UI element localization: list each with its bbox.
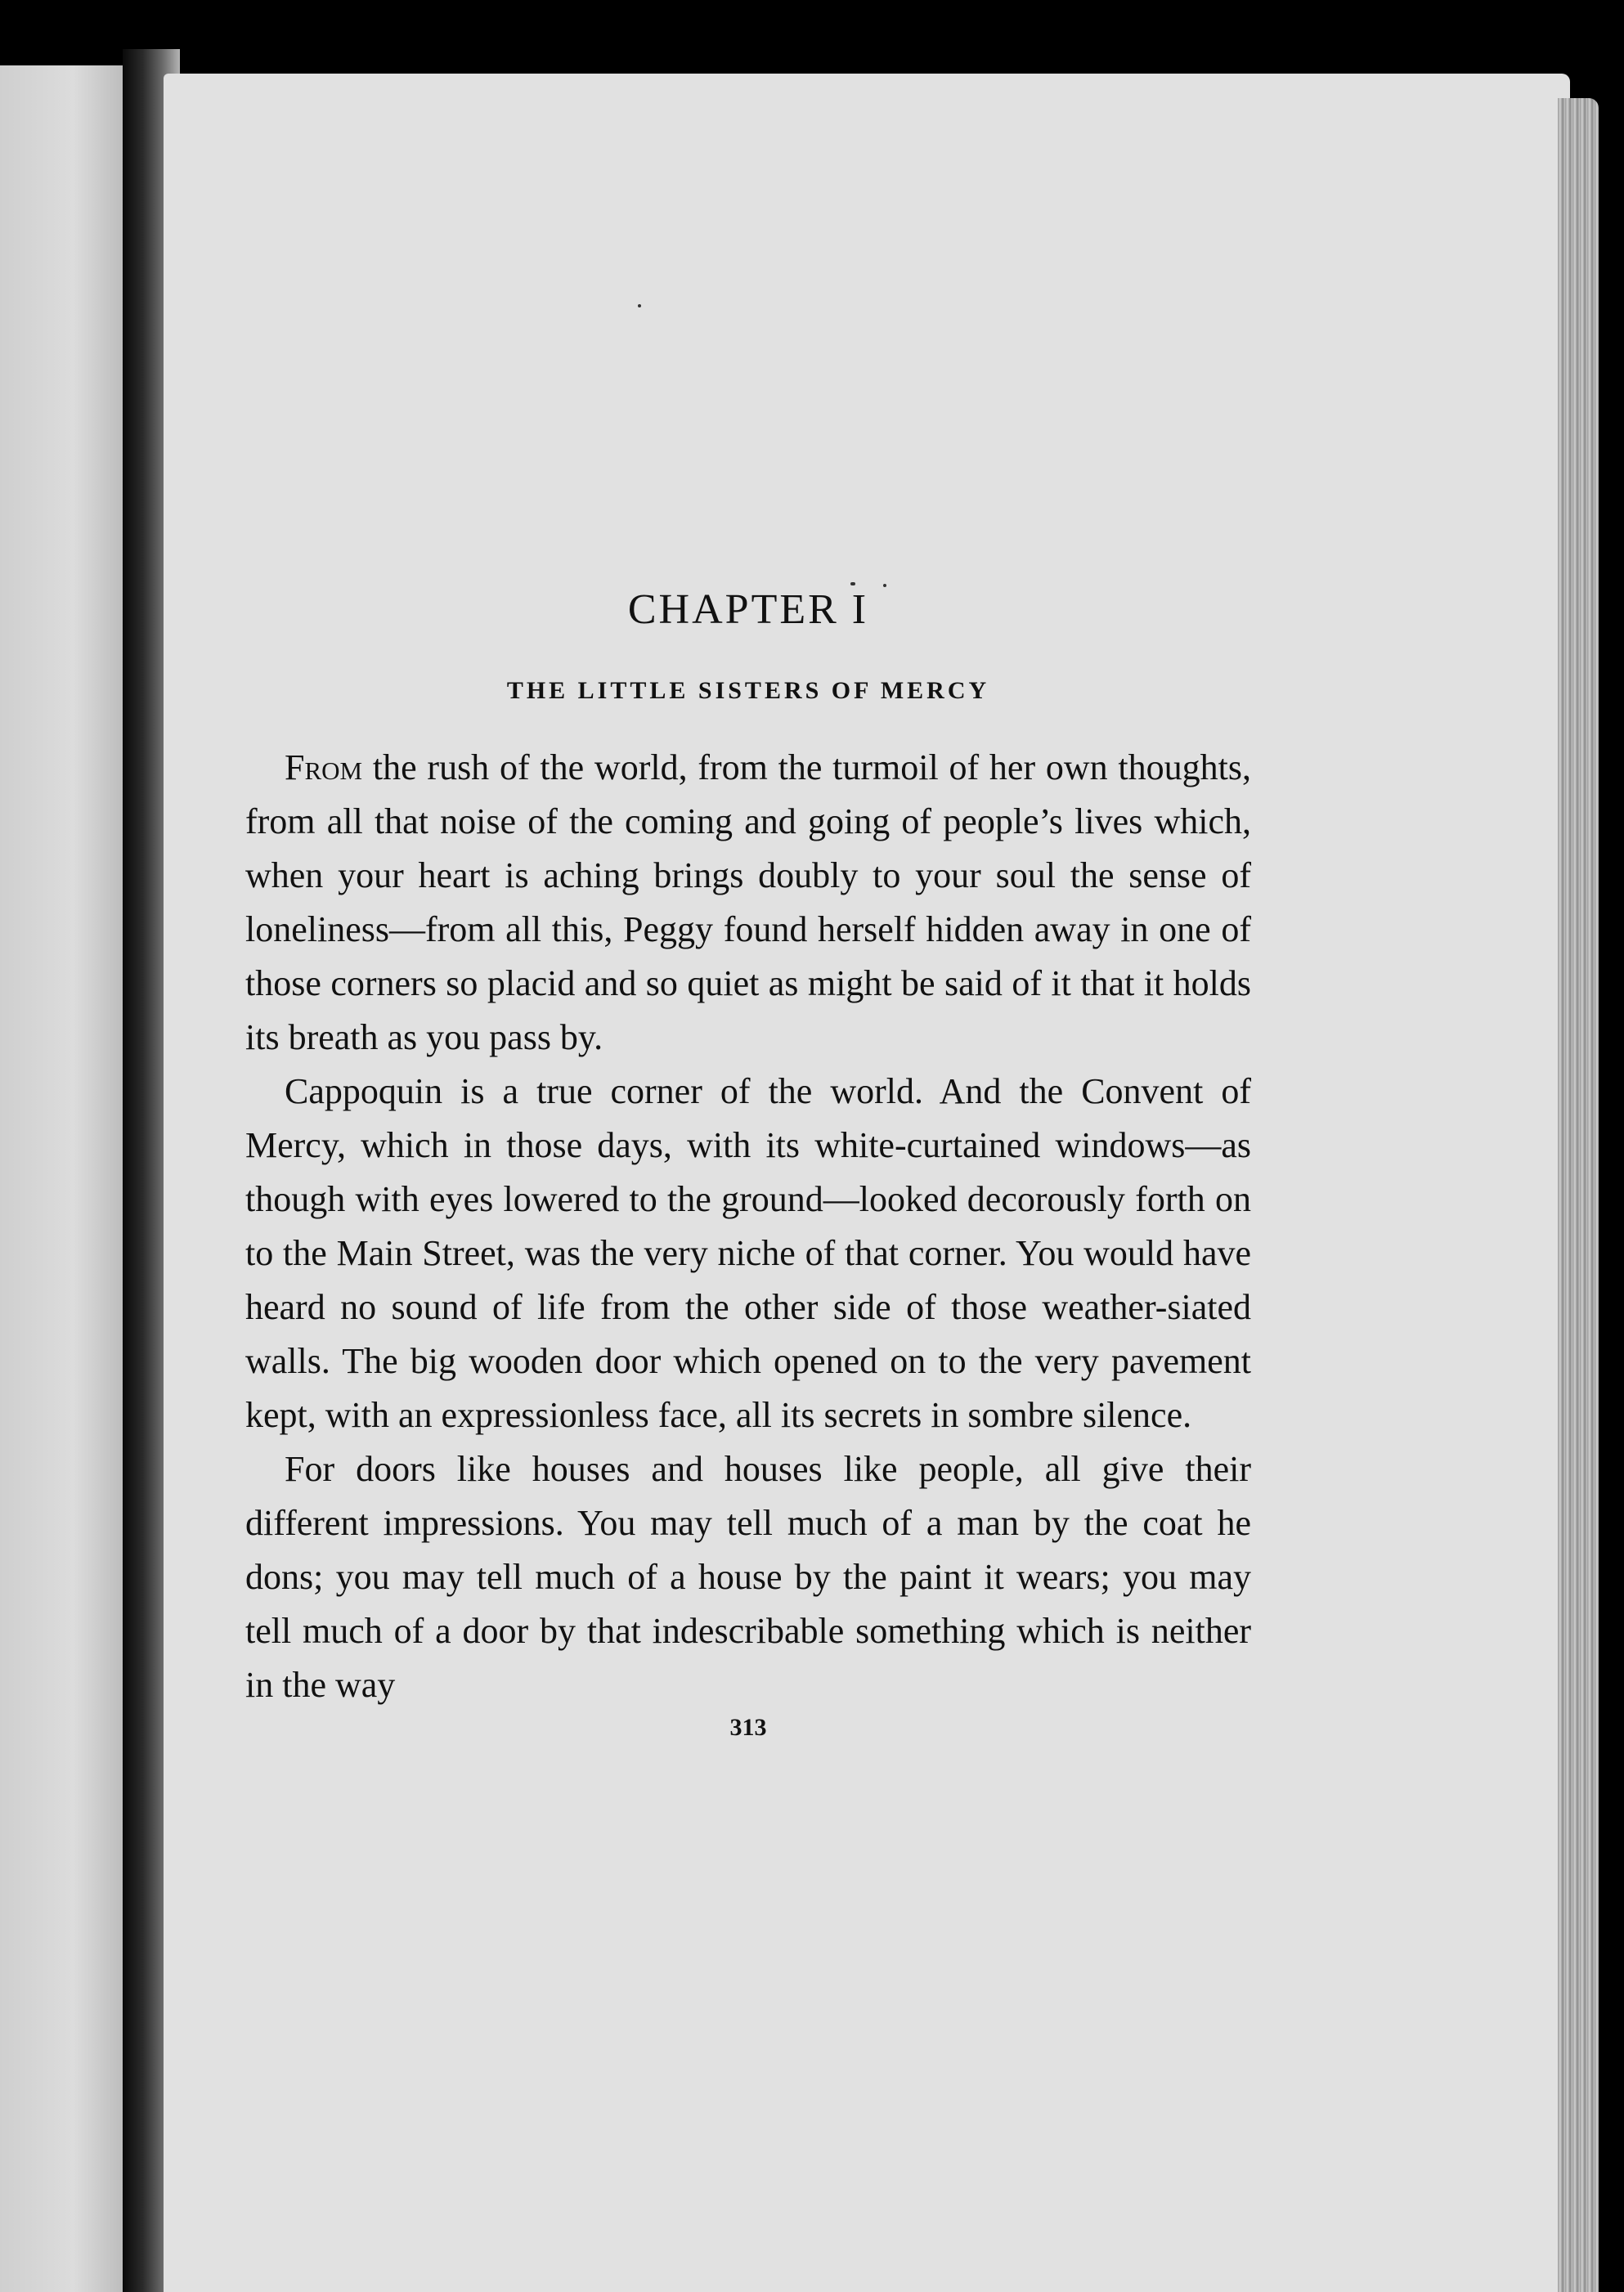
page-text [245, 586, 1251, 1741]
page-number: 313 [729, 1714, 767, 1741]
paragraph-2: Cappoquin is a true corner of the world. And the Convent of Mercy, which in those days, with its white-curtained windows—as though with eyes lowered to the ground—looked decorously forth on to the Main Street, was the very niche of that corner. You would have heard no sound of life from the other side of those weather-siated walls. The big wooden door which opened on to the very pavement kept, with an expressionless face, all its secrets in sombre silence. [245, 1071, 1251, 1435]
print-speck [850, 582, 855, 585]
print-speck [883, 584, 886, 587]
paragraph-3: For doors like houses and houses like people, all give their different impressions. You may tell much of a man by the coat he dons; you may tell much of a house by the paint it wears; you may tell much of a door by that indescribable something which is neither in the way [245, 1449, 1251, 1705]
chapter-subtitle: THE LITTLE SISTERS OF MERCY [506, 677, 990, 704]
previous-page-edge [0, 65, 123, 2292]
opening-word: From [285, 747, 363, 787]
chapter-title: CHAPTER I [627, 586, 869, 633]
paragraph-1 [245, 741, 1251, 1065]
paragraph-1-text: the rush of the world, from the turmoil of her own thoughts, from all that noise of the coming and going of people’s lives which, when your heart is aching brings doubly to your soul the sense of loneliness—from all this, Peggy found herself hidden away in one of those corners so placid and so quiet as might be said of it that it holds its breath as you pass by. [245, 747, 1251, 1057]
page-edges [1558, 98, 1599, 2292]
print-speck [638, 304, 641, 307]
